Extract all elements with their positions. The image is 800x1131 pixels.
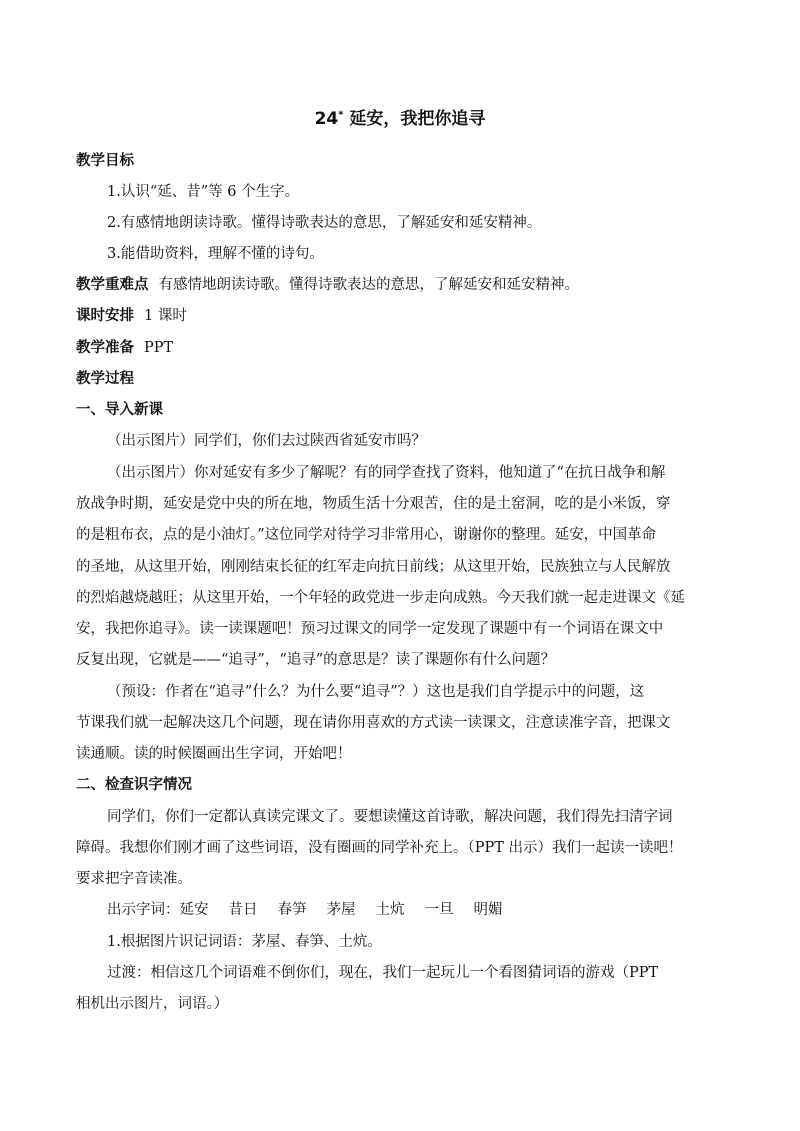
paragraph-line: 的圣地，从这里开始，刚刚结束长征的红军走向抗日前线；从这里开始，民族独立与人民解放 [76, 559, 671, 575]
lesson-mark: * [338, 109, 344, 121]
paragraph-line: 的是粗布衣，点的是小油灯。”这位同学对待学习非常用心，谢谢你的整理。延安，中国革命 [76, 527, 657, 543]
word-list-label: 出示字词： [107, 902, 180, 918]
section-heading: 一、导入新课 [76, 402, 163, 418]
word: 延安 [179, 902, 209, 918]
preparation-value: PPT [144, 340, 174, 356]
word-list [107, 898, 727, 919]
page-title [0, 104, 800, 129]
goal-item: 2.有感情地朗读诗歌。懂得诗歌表达的意思，了解延安和延安精神。 [107, 215, 542, 231]
paragraph-line: 相机出示图片，词语。） [76, 996, 229, 1012]
paragraph-line: 同学们，你们一定都认真读完课文了。要想读懂这首诗歌，解决问题，我们得先扫清字词 [107, 809, 673, 825]
goal-item: 1.认识“延、昔”等 6 个生字。 [107, 184, 300, 200]
key-points-label: 教学重难点 [76, 277, 149, 293]
goals-heading: 教学目标 [76, 153, 134, 169]
preparation-row [76, 336, 726, 357]
word: 土炕 [375, 902, 405, 918]
preparation-label: 教学准备 [76, 340, 134, 356]
goal-item: 3.能借助资料，理解不懂的诗句。 [107, 246, 324, 262]
paragraph-line: （出示图片）你对延安有多少了解呢？有的同学查找了资料，他知道了“在抗日战争和解 [107, 465, 666, 481]
section-heading: 二、检查识字情况 [76, 777, 192, 793]
word: 昔日 [228, 902, 258, 918]
paragraph-line: 要求把字音读准。 [76, 871, 192, 887]
paragraph-line: 放战争时期，延安是党中央的所在地，物质生活十分艰苦，住的是土窑洞，吃的是小米饭，穿 [76, 496, 671, 512]
paragraph-line: 1.根据图片识记词语：茅屋、春笋、土炕。 [107, 934, 382, 950]
paragraph-line: 过渡：相信这几个词语难不倒你们，现在，我们一起玩儿一个看图猜词语的游戏（PPT [107, 965, 659, 981]
paragraph-line: 反复出现，它就是——“追寻”，“追寻”的意思是？读了课题你有什么问题？ [76, 652, 556, 668]
schedule-row [76, 304, 726, 325]
paragraph-line: 安，我把你追寻》。读一读课题吧！预习过课文的同学一定发现了课题中有一个词语在课文中 [76, 621, 664, 637]
paragraph-line: 障碍。我想你们刚才画了这些词语，没有圈画的同学补充上。（PPT 出示）我们一起读一读吧！ [76, 840, 683, 856]
paragraph-line: （出示图片）同学们，你们去过陕西省延安市吗？ [107, 433, 426, 449]
key-points-row [76, 273, 726, 294]
paragraph-line: 读通顺。读的时候圈画出生字词，开始吧！ [76, 746, 352, 762]
key-points-value: 有感情地朗读诗歌。懂得诗歌表达的意思，了解延安和延安精神。 [158, 277, 579, 293]
word: 春笋 [277, 902, 307, 918]
lesson-number: 24 [314, 109, 339, 129]
process-heading: 教学过程 [76, 371, 134, 387]
schedule-label: 课时安排 [76, 308, 134, 324]
word: 明媚 [473, 902, 503, 918]
paragraph-line: 节课我们就一起解决这几个问题，现在请你用喜欢的方式读一读课文，注意读准字音，把课文 [76, 715, 671, 731]
word: 一旦 [424, 902, 454, 918]
lesson-title: 延安，我把你追寻 [349, 109, 486, 129]
word: 茅屋 [326, 902, 356, 918]
paragraph-line: 的烈焰越烧越旺；从这里开始，一个年轻的政党进一步走向成熟。今天我们就一起走进课文《延 [76, 590, 685, 606]
schedule-value: 1 课时 [144, 308, 187, 324]
paragraph-line: （预设：作者在“追寻”什么？为什么要“追寻”？）这也是我们自学提示中的问题，这 [107, 684, 645, 700]
